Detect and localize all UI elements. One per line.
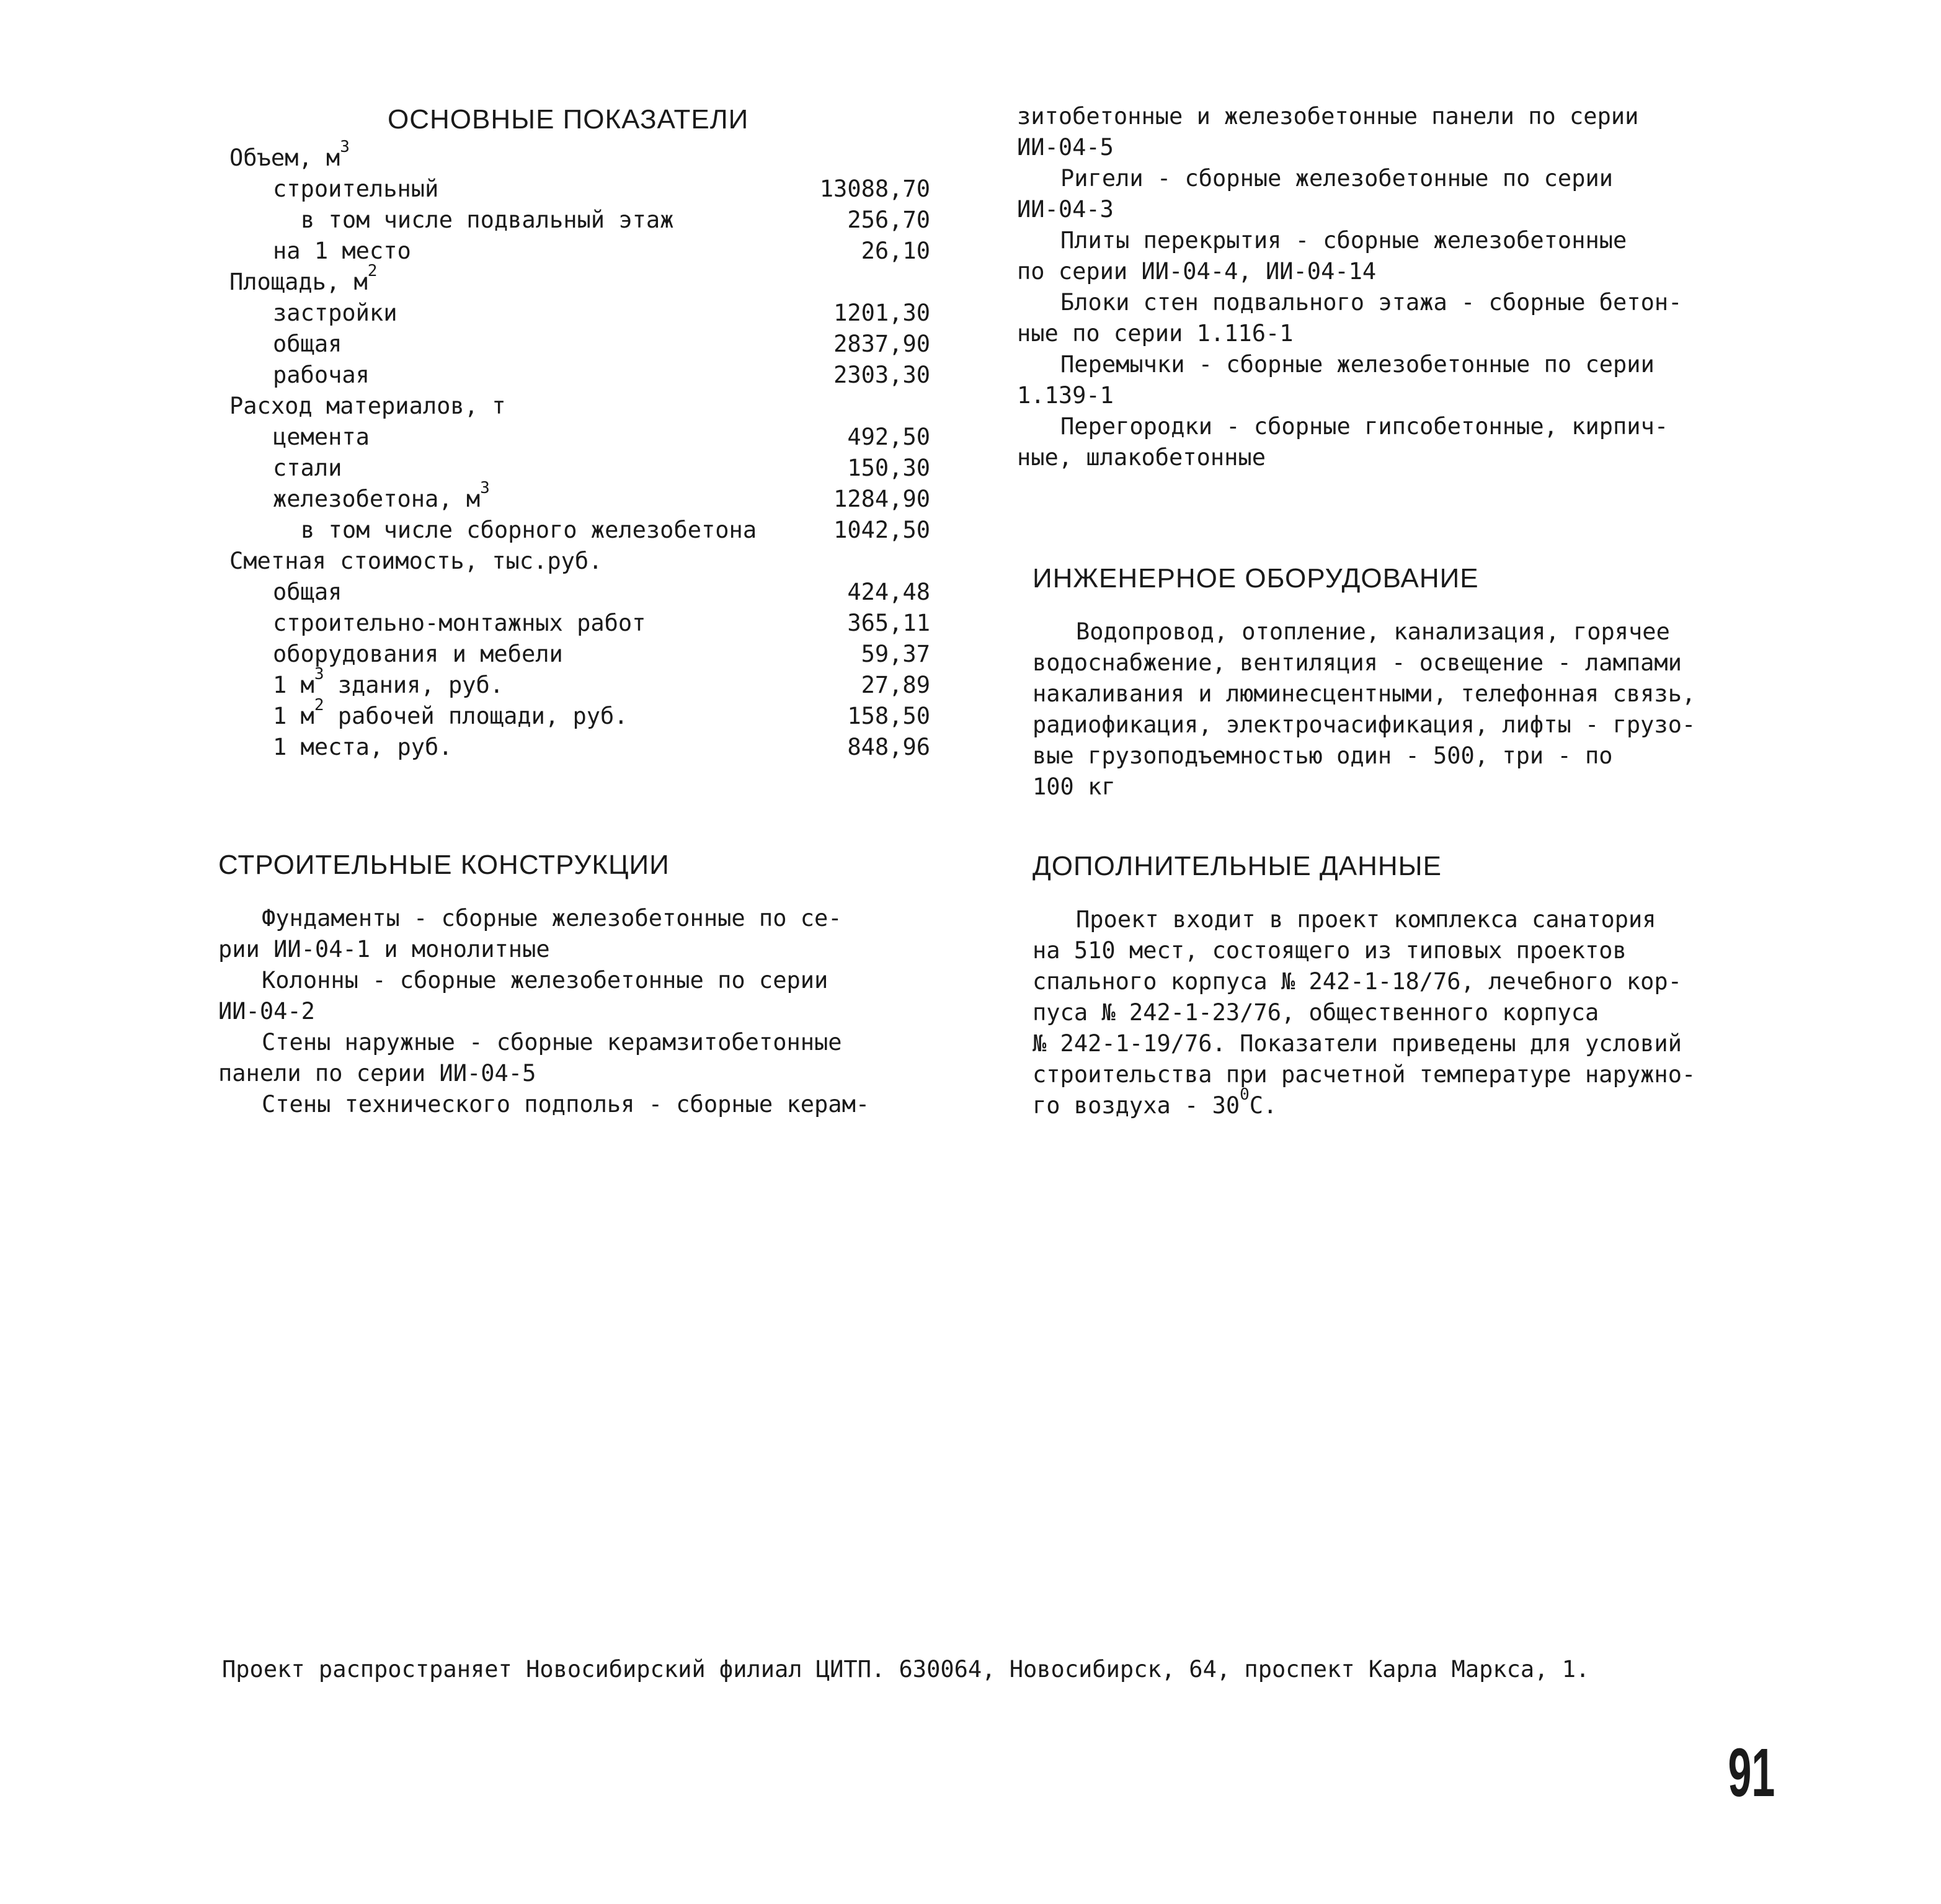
indicator-value: 1284,90: [833, 486, 930, 512]
indicator-value: 1201,30: [833, 300, 930, 326]
additional-text: [1033, 904, 1752, 1121]
constructions-paragraph: Ригели - сборные железобетонные по серии ИИ-04-3: [1017, 165, 1614, 223]
indicator-label: застройки: [273, 300, 398, 326]
indicator-label: стали: [273, 455, 342, 481]
constructions-paragraph: Блоки стен подвального этажа - сборные бетон- ные по серии 1.116-1: [1017, 289, 1682, 347]
indicator-row: [229, 732, 930, 763]
degree-sup: 0: [1240, 1085, 1250, 1104]
indicator-row: [229, 639, 930, 670]
indicator-label: Объем, м: [229, 145, 340, 171]
indicator-row: [229, 515, 930, 546]
indicator-row: [229, 174, 930, 205]
constructions-paragraph: Фундаменты - сборные железобетонные по се- рии ИИ-04-1 и монолитные: [218, 905, 842, 963]
constructions-paragraph: Перегородки - сборные гипсобетонные, кирпич- ные, шлакобетонные: [1017, 413, 1669, 471]
indicator-label: в том числе подвальный этаж: [301, 207, 674, 233]
indicator-value: 59,37: [861, 641, 930, 667]
constructions-paragraph: Колонны - сборные железобетонные по серии ИИ-04-2: [218, 967, 828, 1025]
additional-text-end: С.: [1249, 1092, 1277, 1119]
constructions-section: [218, 850, 919, 1120]
indicators-title: ОСНОВНЫЕ ПОКАЗАТЕЛИ: [388, 104, 749, 135]
indicator-value: 492,50: [847, 424, 930, 450]
indicator-label: общая: [273, 579, 342, 605]
constructions-paragraph: Плиты перекрытия - сборные железобетонные по серии ИИ-04-4, ИИ-04-14: [1017, 227, 1627, 285]
indicators-table: [229, 138, 930, 763]
indicator-label: в том числе сборного железобетона: [301, 517, 757, 543]
constructions-paragraph: Стены наружные - сборные керамзитобетонные панели по серии ИИ-04-5: [218, 1029, 842, 1087]
indicator-label: Сметная стоимость, тыс.руб.: [229, 548, 603, 574]
indicator-row: [229, 391, 930, 422]
additional-text-body: Проект входит в проект комплекса санатория на 510 мест, состоящего из типовых проектов спального корпуса № 242-1-18/76, лечебного кор- пуса № 242-1-23/76, общественного корпуса № 242-1-19/76. Показатели приведены для условий строительства при расчетной температуре наружно- го воздуха - 30: [1033, 906, 1696, 1119]
indicator-label: Расход материалов, т: [229, 393, 506, 419]
indicator-row: [229, 138, 930, 174]
indicator-label: на 1 место: [273, 238, 411, 264]
constructions-paragraph: зитобетонные и железобетонные панели по серии ИИ-04-5: [1017, 103, 1639, 161]
indicator-row: [229, 360, 930, 391]
indicator-row: [229, 205, 930, 236]
indicator-label: 1 м: [273, 703, 314, 729]
indicator-label: цемента: [273, 424, 370, 450]
engineering-text: Водопровод, отопление, канализация, горячее водоснабжение, вентиляция - освещение - лампами накаливания и люминесцентными, телефонная связь, радиофикация, электрочасификация, лифты - грузо- вые грузоподъемностью один - 500, три - по 100 кг: [1033, 618, 1696, 800]
indicator-label-suffix: рабочей площади, руб.: [324, 703, 628, 729]
indicator-label-suffix: здания, руб.: [324, 672, 504, 698]
constructions-paragraph: Стены технического подполья - сборные керам-: [262, 1091, 870, 1118]
page-number: 91: [1728, 1735, 1775, 1811]
indicator-row: [229, 665, 930, 701]
additional-title: ДОПОЛНИТЕЛЬНЫЕ ДАННЫЕ: [1033, 851, 1442, 881]
indicator-row: [229, 608, 930, 639]
constructions-title: СТРОИТЕЛЬНЫЕ КОНСТРУКЦИИ: [218, 850, 670, 880]
indicator-value: 13088,70: [819, 176, 930, 202]
unit-exponent: 2: [314, 696, 324, 714]
indicator-row: [229, 696, 930, 732]
indicator-label: рабочая: [273, 362, 370, 388]
indicator-label: строительный: [273, 176, 439, 202]
additional-section: [1033, 851, 1752, 1121]
indicator-row: [229, 577, 930, 608]
indicator-label: 1 м: [273, 672, 314, 698]
indicators-section: [229, 104, 930, 763]
indicator-row: [229, 262, 930, 298]
indicator-label: общая: [273, 331, 342, 357]
indicator-row: [229, 453, 930, 484]
indicator-label: железобетона, м: [273, 486, 481, 512]
indicator-value: 26,10: [861, 238, 930, 264]
indicator-label: оборудования и мебели: [273, 641, 563, 667]
footer-text: Проект распространяет Новосибирский филиал ЦИТП. 630064, Новосибирск, 64, проспект Карла Маркса, 1.: [222, 1656, 1590, 1683]
engineering-title: ИНЖЕНЕРНОЕ ОБОРУДОВАНИЕ: [1033, 563, 1479, 594]
indicator-row: [229, 422, 930, 453]
indicator-label: строительно-монтажных работ: [273, 610, 646, 636]
indicator-row: [229, 479, 930, 515]
indicator-value: 2837,90: [833, 331, 930, 357]
indicator-value: 2303,30: [833, 362, 930, 388]
indicator-value: 1042,50: [833, 517, 930, 543]
indicator-value: 27,89: [861, 672, 930, 698]
unit-exponent: 2: [367, 262, 378, 280]
indicator-value: 256,70: [847, 207, 930, 233]
indicator-label: Площадь, м: [229, 269, 368, 295]
indicator-value: 150,30: [847, 455, 930, 481]
indicator-value: 424,48: [847, 579, 930, 605]
unit-exponent: 3: [480, 479, 490, 497]
indicator-value: 158,50: [847, 703, 930, 729]
engineering-section: [1033, 563, 1752, 803]
indicator-label: 1 места, руб.: [273, 734, 453, 760]
unit-exponent: 3: [340, 138, 350, 156]
indicator-row: [229, 546, 930, 577]
indicator-value: 365,11: [847, 610, 930, 636]
constructions-paragraph: Перемычки - сборные железобетонные по серии 1.139-1: [1017, 351, 1655, 409]
constructions-continued: [1017, 101, 1749, 473]
unit-exponent: 3: [314, 665, 324, 683]
indicator-row: [229, 329, 930, 360]
indicator-value: 848,96: [847, 734, 930, 760]
indicator-row: [229, 236, 930, 267]
indicator-row: [229, 298, 930, 329]
